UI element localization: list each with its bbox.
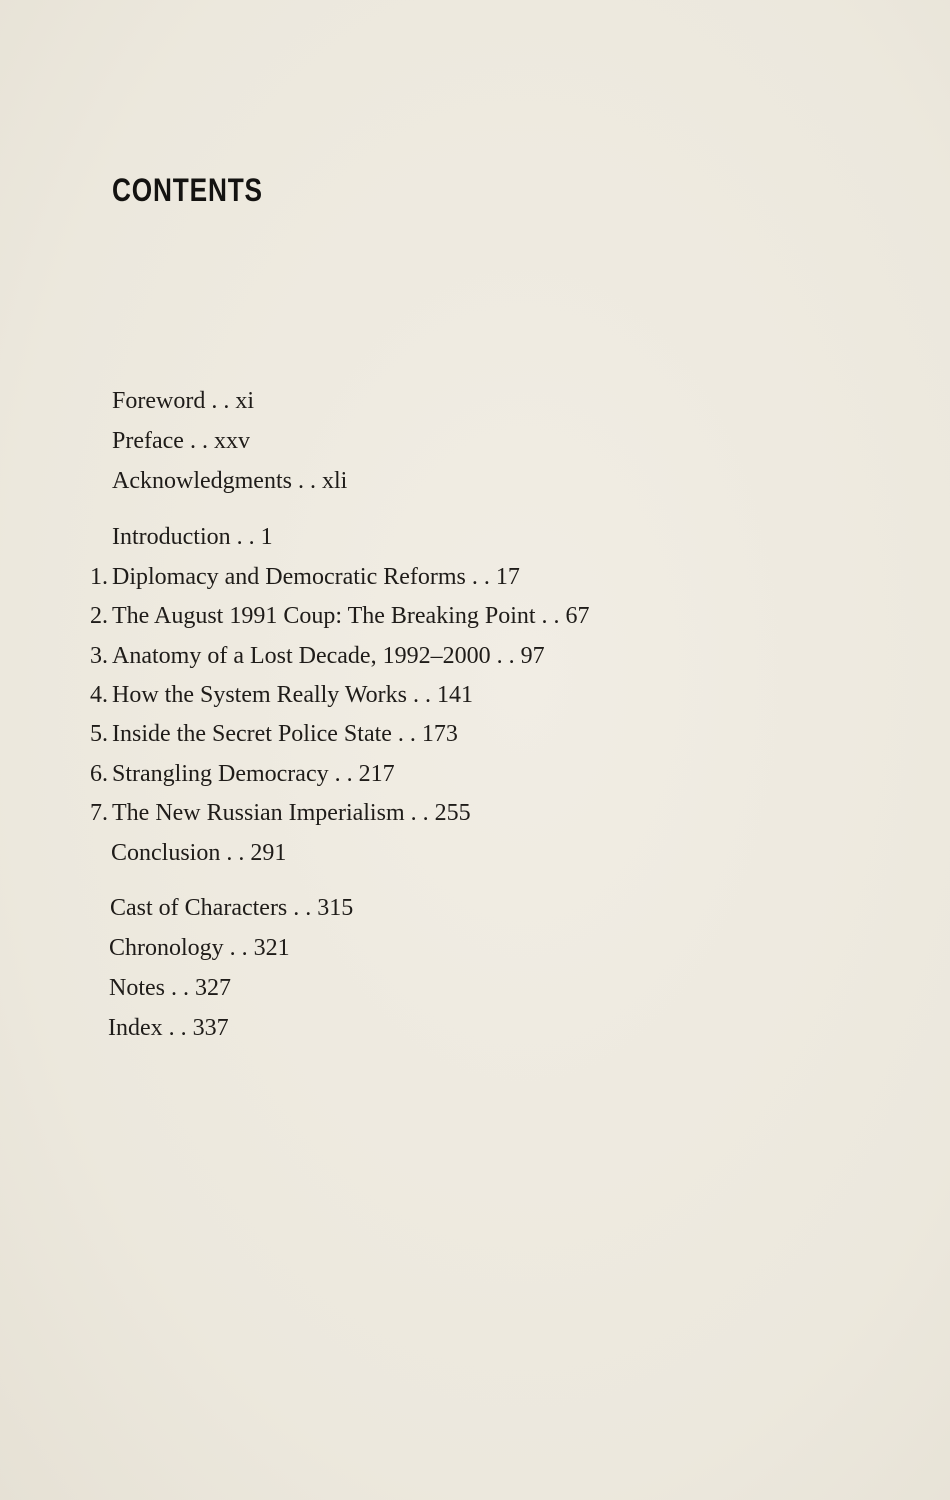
toc-leader: . .: [168, 1015, 187, 1041]
toc-leader: . .: [293, 895, 312, 921]
toc-leader: . .: [226, 840, 245, 866]
toc-leader: . .: [541, 603, 560, 629]
toc-entry-chapter-5: [90, 719, 458, 749]
toc-page-number: xi: [235, 388, 254, 414]
chapter-number: 1.: [90, 564, 108, 590]
toc-entry-label: Notes: [109, 975, 165, 1001]
toc-entry-conclusion: [111, 838, 286, 868]
toc-page-number: 173: [421, 721, 458, 747]
toc-page-number: 1: [260, 524, 273, 550]
toc-entry-chapter-3: [90, 641, 545, 671]
toc-page-number: 217: [358, 761, 395, 787]
toc-entry-label: Diplomacy and Democratic Reforms: [112, 564, 466, 590]
toc-page-number: 17: [495, 564, 520, 590]
toc-page-number: 321: [253, 935, 290, 961]
toc-leader: . .: [189, 428, 208, 454]
toc-leader: . .: [410, 800, 429, 826]
toc-page-number: 337: [192, 1015, 229, 1041]
toc-page-number: 255: [434, 800, 471, 826]
toc-entry-acknowledgments: [112, 466, 347, 496]
toc-entry-label: Foreword: [112, 388, 206, 414]
toc-page-number: 315: [317, 895, 354, 921]
toc-leader: . .: [334, 761, 353, 787]
chapter-number: 5.: [90, 721, 108, 747]
toc-entry-introduction: [112, 522, 273, 552]
toc-entry-label: Chronology: [109, 935, 224, 961]
toc-entry-chapter-4: [90, 680, 473, 710]
toc-leader: . .: [496, 643, 515, 669]
toc-leader: . .: [229, 935, 248, 961]
chapter-number: 2.: [90, 603, 108, 629]
toc-leader: . .: [171, 975, 189, 1001]
toc-page-number: 97: [520, 643, 545, 669]
toc-page-number: 67: [565, 603, 590, 629]
toc-entry-index: [108, 1013, 229, 1043]
toc-page-number: 141: [436, 682, 473, 708]
toc-leader: . .: [397, 721, 416, 747]
toc-entry-chapter-2: [90, 601, 590, 631]
toc-entry-label: The New Russian Imperialism: [112, 800, 405, 826]
chapter-number: 6.: [90, 761, 108, 787]
toc-entry-label: Anatomy of a Lost Decade, 1992–2000: [112, 643, 491, 669]
toc-entry-preface: [112, 426, 250, 456]
chapter-number: 7.: [90, 800, 108, 826]
toc-entry-label: Preface: [112, 428, 184, 454]
toc-entry-label: The August 1991 Coup: The Breaking Point: [112, 603, 536, 629]
toc-entry-chapter-6: [90, 759, 395, 789]
toc-entry-label: Index: [108, 1015, 163, 1041]
toc-entry-label: Acknowledgments: [112, 468, 292, 494]
toc-leader: . .: [297, 468, 316, 494]
toc-entry-chapter-7: [90, 798, 471, 828]
toc-entry-label: Introduction: [112, 524, 231, 550]
chapter-number: 4.: [90, 682, 108, 708]
toc-page-number: xxv: [213, 428, 250, 454]
page-title: CONTENTS: [112, 172, 263, 208]
toc-entry-chapter-1: [90, 562, 520, 592]
toc-leader: . .: [236, 524, 255, 550]
toc-entry-chronology: [109, 933, 290, 963]
chapter-number: 3.: [90, 643, 108, 669]
toc-page-number: xli: [321, 468, 348, 494]
toc-entry-label: Cast of Characters: [110, 895, 288, 921]
toc-page-number: 327: [195, 975, 231, 1001]
toc-leader: . .: [471, 564, 490, 590]
toc-page-number: 291: [250, 840, 287, 866]
toc-entry-cast-of-characters: [110, 893, 353, 923]
toc-leader: . .: [412, 682, 431, 708]
toc-entry-notes: [109, 973, 231, 1003]
toc-entry-label: How the System Really Works: [112, 682, 407, 708]
toc-entry-foreword: [112, 386, 254, 416]
toc-entry-label: Inside the Secret Police State: [112, 721, 392, 747]
toc-leader: . .: [211, 388, 230, 414]
toc-entry-label: Conclusion: [111, 840, 221, 866]
toc-entry-label: Strangling Democracy: [112, 761, 329, 787]
